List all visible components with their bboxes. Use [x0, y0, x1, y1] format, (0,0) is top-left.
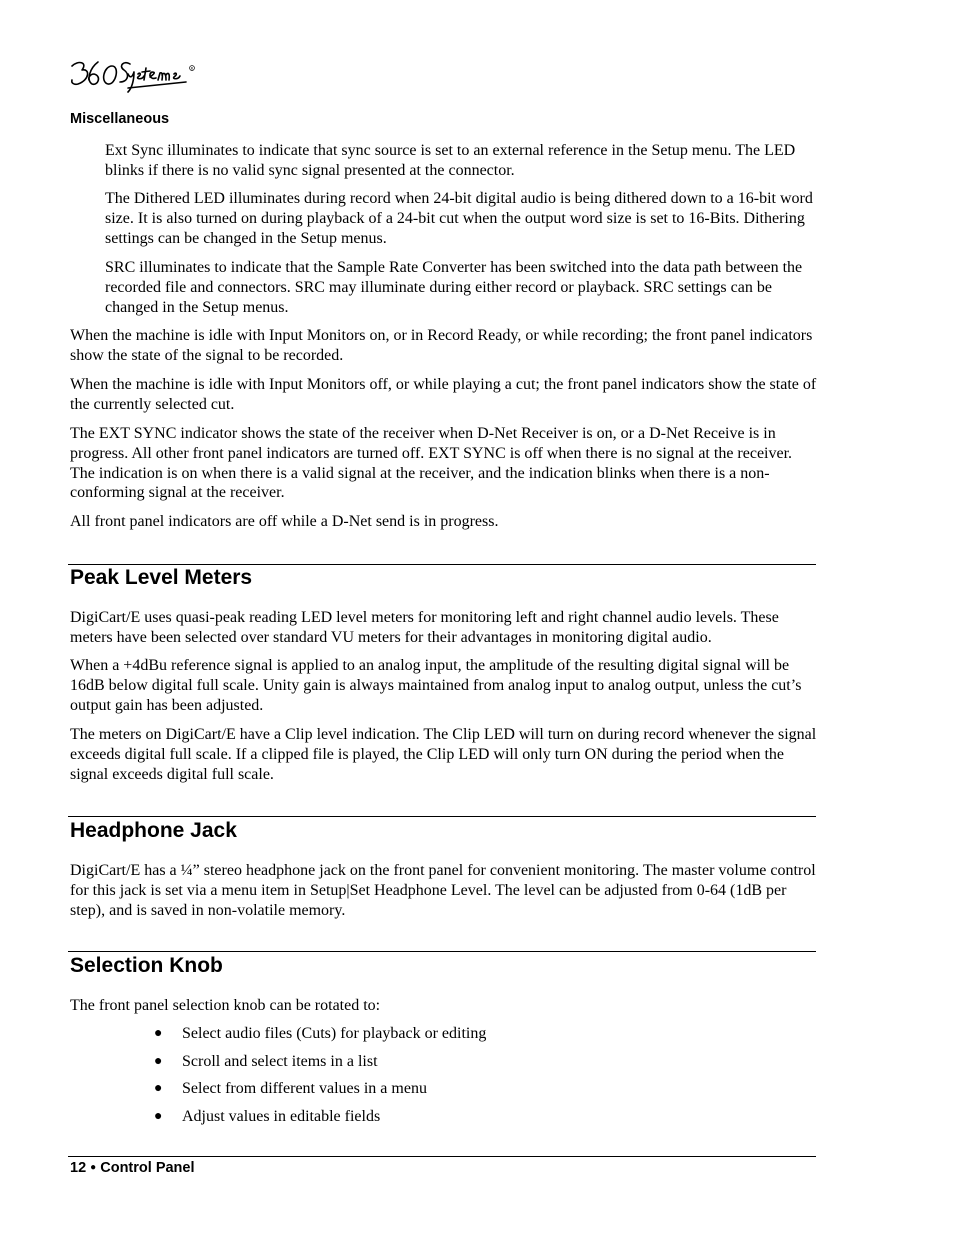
misc-paragraph-dithered: The Dithered LED illuminates during record when 24-bit digital audio is being dithered down to a 16-bit word size. It is also turned on during playback of a 24-bit cut when the output word size is set to 16-Bits. Dithering settings can be changed in the Setup menus.: [105, 190, 813, 247]
list-item: ● Select audio files (Cuts) for playback or editing: [154, 1025, 487, 1042]
headphone-paragraph-1: DigiCart/E has a ¼” stereo headphone jack on the front panel for convenient monitoring. The master volume control for this jack is set via a menu item in Setup|Set Headphone Level. The level can be adjusted from 0-64 (1dB per step), and is saved in non-volatile memory.: [70, 862, 816, 919]
svg-text:R: R: [190, 66, 194, 71]
knob-intro: The front panel selection knob can be rotated to:: [70, 997, 381, 1014]
section-divider: [68, 816, 816, 817]
chapter-title: Control Panel: [100, 1160, 195, 1176]
section-divider: [68, 951, 816, 952]
peak-paragraph-3: The meters on DigiCart/E have a Clip level indication. The Clip LED will turn on during record whenever the signal exceeds digital full scale. If a clipped file is played, the Clip LED will only turn ON during the period when the signal exceeds digital full scale.: [70, 726, 817, 783]
bullet-icon: ●: [154, 1108, 163, 1124]
misc-paragraph-src: SRC illuminates to indicate that the Sample Rate Converter has been switched into the data path between the recorded file and connectors. SRC may illuminate during either record or playback. SRC settings can be changed in the Setup menus.: [105, 259, 803, 316]
heading-selection-knob: Selection Knob: [70, 954, 223, 977]
list-item: ● Adjust values in editable fields: [154, 1107, 381, 1125]
knob-bullet-list: [152, 1024, 486, 1134]
section-divider: [68, 564, 816, 565]
heading-peak-level-meters: Peak Level Meters: [70, 566, 253, 589]
360-systems-logo-icon: [68, 52, 198, 96]
bullet-icon: ●: [154, 1081, 163, 1096]
list-item: ● Select from different values in a menu: [154, 1080, 427, 1097]
peak-paragraph-1: DigiCart/E uses quasi-peak reading LED level meters for monitoring left and right channel audio levels. These meters have been selected over standard VU meters for their advantages in monitoring digital audio.: [70, 609, 779, 646]
heading-headphone-jack: Headphone Jack: [70, 819, 237, 842]
list-item: ● Scroll and select items in a list: [154, 1052, 378, 1070]
bullet-icon: ●: [154, 1026, 163, 1041]
peak-paragraph-2: When a +4dBu reference signal is applied to an analog input, the amplitude of the resulting digital signal will be 16dB below digital full scale. Unity gain is always maintained from analog input to analog output, unless the cut’s output gain has been adjusted.: [70, 657, 802, 714]
bullet-icon: ●: [154, 1053, 163, 1069]
section-label-miscellaneous: Miscellaneous: [70, 111, 170, 127]
misc-paragraph-ext-sync: Ext Sync illuminates to indicate that sync source is set to an external reference in the Setup menu. The LED blinks if there is no valid sync signal presented at the connector.: [105, 142, 796, 179]
footer-divider: [68, 1156, 816, 1157]
body-paragraph-input-monitors-on: When the machine is idle with Input Monitors on, or in Record Ready, or while recording; the front panel indicators show the state of the signal to be recorded.: [70, 327, 813, 364]
page-number: 12: [70, 1160, 87, 1176]
body-paragraph-input-monitors-off: When the machine is idle with Input Monitors off, or while playing a cut; the front panel indicators show the state of the currently selected cut.: [70, 376, 817, 413]
body-paragraph-ext-sync-indicator: The EXT SYNC indicator shows the state of the receiver when D-Net Receiver is on, or a D-Net Receive is in progress. All other front panel indicators are turned off. EXT SYNC is off when there is no signal at the receiver. The indication is on when there is a valid signal at the receiver, and the indication blinks when there is a non-conforming signal at the receiver.: [70, 425, 793, 502]
footer-separator: ●: [90, 1162, 97, 1173]
body-paragraph-dnet-send: All front panel indicators are off while a D-Net send is in progress.: [70, 513, 499, 530]
page-footer: [70, 1160, 195, 1176]
